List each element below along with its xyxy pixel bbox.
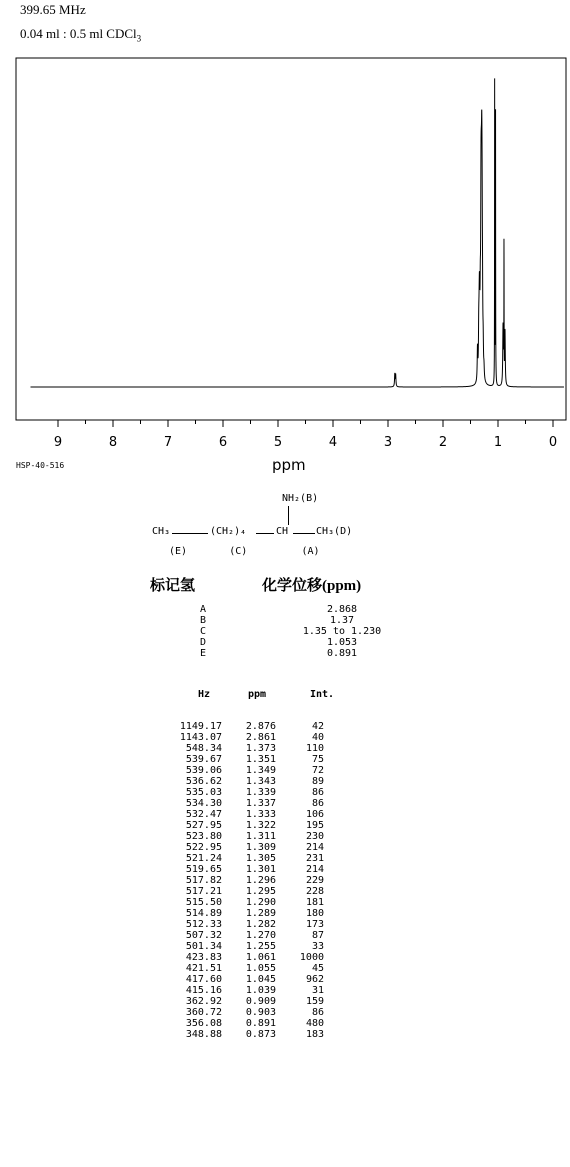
x-tick-label: 0 bbox=[548, 435, 558, 450]
assignment-row bbox=[196, 637, 402, 648]
peak-ppm: 1.339 bbox=[245, 787, 276, 798]
peak-ppm: 0.903 bbox=[245, 1007, 276, 1018]
x-tick-label: 5 bbox=[273, 435, 283, 450]
peak-ppm: 1.289 bbox=[245, 908, 276, 919]
hz-header: Hz bbox=[198, 689, 211, 700]
peak-int: 31 bbox=[311, 985, 324, 996]
peak-hz: 527.95 bbox=[185, 820, 222, 831]
peak-hz: 348.88 bbox=[185, 1029, 222, 1040]
peak-int: 229 bbox=[305, 875, 324, 886]
x-tick-label: 2 bbox=[438, 435, 448, 450]
table-row bbox=[170, 831, 324, 842]
peak-hz: 517.21 bbox=[185, 886, 222, 897]
structure-bond-3 bbox=[293, 533, 315, 534]
peak-hz: 517.82 bbox=[185, 875, 222, 886]
peak-hz: 521.24 bbox=[185, 853, 222, 864]
table-row bbox=[170, 985, 324, 996]
table-row bbox=[170, 864, 324, 875]
sample-subscript: 3 bbox=[136, 33, 142, 44]
x-axis-tick-labels bbox=[54, 435, 557, 450]
structure-ch3-d: CH₃(D) bbox=[316, 526, 353, 537]
table-row bbox=[170, 787, 324, 798]
peak-ppm: 1.351 bbox=[245, 754, 276, 765]
table-row bbox=[170, 798, 324, 809]
peak-hz: 362.92 bbox=[185, 996, 222, 1007]
peak-ppm: 2.861 bbox=[245, 732, 276, 743]
structure-nh2: NH₂(B) bbox=[282, 493, 319, 504]
peak-hz: 532.47 bbox=[185, 809, 222, 820]
peak-hz: 548.34 bbox=[185, 743, 222, 754]
x-tick-label: 4 bbox=[328, 435, 338, 450]
table-row bbox=[170, 952, 324, 963]
table-row bbox=[170, 820, 324, 831]
peak-int: 181 bbox=[305, 897, 324, 908]
peak-ppm: 1.337 bbox=[245, 798, 276, 809]
peak-list-table bbox=[170, 721, 324, 1040]
peak-int: 42 bbox=[311, 721, 324, 732]
peak-ppm: 1.311 bbox=[245, 831, 276, 842]
peak-int: 159 bbox=[305, 996, 324, 1007]
peak-hz: 515.50 bbox=[185, 897, 222, 908]
peak-int: 33 bbox=[311, 941, 324, 952]
peak-hz: 519.65 bbox=[185, 864, 222, 875]
peak-int: 962 bbox=[305, 974, 324, 985]
x-tick-label: 3 bbox=[383, 435, 393, 450]
table-row bbox=[170, 908, 324, 919]
peak-int: 106 bbox=[305, 809, 324, 820]
peak-ppm: 0.891 bbox=[245, 1018, 276, 1029]
peak-ppm: 1.295 bbox=[245, 886, 276, 897]
assignment-row bbox=[196, 626, 402, 637]
spectrometer-frequency: 399.65 MHz bbox=[20, 2, 86, 17]
assignment-label: D bbox=[200, 637, 207, 648]
nmr-spectrum-chart bbox=[0, 0, 570, 460]
peak-ppm: 1.290 bbox=[245, 897, 276, 908]
table-row bbox=[170, 809, 324, 820]
peak-ppm: 1.045 bbox=[245, 974, 276, 985]
peak-int: 110 bbox=[305, 743, 324, 754]
peak-hz: 534.30 bbox=[185, 798, 222, 809]
peak-hz: 539.67 bbox=[185, 754, 222, 765]
structure-ch-a: CH bbox=[276, 526, 289, 537]
peak-int: 183 bbox=[305, 1029, 324, 1040]
peak-ppm: 0.873 bbox=[245, 1029, 276, 1040]
peak-hz: 512.33 bbox=[185, 919, 222, 930]
structure-ch3-e: CH₃ bbox=[152, 526, 171, 537]
assignment-label: C bbox=[200, 626, 207, 637]
x-axis-label: ppm bbox=[272, 456, 306, 474]
peak-hz: 1143.07 bbox=[179, 732, 222, 743]
peak-ppm: 1.039 bbox=[245, 985, 276, 996]
peak-hz: 523.80 bbox=[185, 831, 222, 842]
peak-ppm: 1.296 bbox=[245, 875, 276, 886]
peak-ppm: 1.373 bbox=[245, 743, 276, 754]
peak-int: 40 bbox=[311, 732, 324, 743]
structure-group-labels: (E) (C) (A) bbox=[169, 546, 320, 557]
peak-int: 1000 bbox=[299, 952, 324, 963]
sample-prefix: 0.04 ml : 0.5 ml CDCl bbox=[20, 26, 137, 41]
peak-ppm: 1.301 bbox=[245, 864, 276, 875]
peak-int: 72 bbox=[311, 765, 324, 776]
int-header: Int. bbox=[310, 689, 335, 700]
peak-hz: 514.89 bbox=[185, 908, 222, 919]
peak-int: 75 bbox=[311, 754, 324, 765]
table-row bbox=[170, 1007, 324, 1018]
peak-ppm: 1.255 bbox=[245, 941, 276, 952]
peak-hz: 415.16 bbox=[185, 985, 222, 996]
peak-int: 195 bbox=[305, 820, 324, 831]
peak-int: 230 bbox=[305, 831, 324, 842]
peak-int: 45 bbox=[311, 963, 324, 974]
table-row bbox=[170, 941, 324, 952]
assign-shift-header: 化学位移(ppm) bbox=[262, 578, 362, 594]
structure-bond-vertical bbox=[288, 506, 289, 525]
assignment-shift: 1.37 bbox=[329, 615, 355, 626]
peak-ppm: 0.909 bbox=[245, 996, 276, 1007]
assignment-label: A bbox=[200, 604, 207, 615]
assignment-label: E bbox=[200, 648, 207, 659]
peak-int: 173 bbox=[305, 919, 324, 930]
plot-frame bbox=[16, 58, 566, 420]
peak-ppm: 1.270 bbox=[245, 930, 276, 941]
peak-hz: 423.83 bbox=[185, 952, 222, 963]
peak-hz: 522.95 bbox=[185, 842, 222, 853]
peak-hz: 417.60 bbox=[185, 974, 222, 985]
peak-ppm: 1.333 bbox=[245, 809, 276, 820]
structure-bond-1 bbox=[172, 533, 208, 534]
peak-ppm: 1.343 bbox=[245, 776, 276, 787]
catalog-id: HSP-40-516 bbox=[16, 461, 65, 470]
ppm-header: ppm bbox=[248, 689, 267, 700]
x-tick-label: 9 bbox=[53, 435, 63, 450]
table-row bbox=[170, 743, 324, 754]
peak-hz: 507.32 bbox=[185, 930, 222, 941]
table-row bbox=[170, 776, 324, 787]
peak-hz: 535.03 bbox=[185, 787, 222, 798]
peak-ppm: 1.309 bbox=[245, 842, 276, 853]
peak-hz: 1149.17 bbox=[179, 721, 222, 732]
x-tick-label: 7 bbox=[163, 435, 173, 450]
x-tick-label: 1 bbox=[493, 435, 503, 450]
structure-bond-2 bbox=[256, 533, 274, 534]
x-axis-ticks bbox=[58, 420, 553, 427]
peak-ppm: 1.282 bbox=[245, 919, 276, 930]
peak-int: 231 bbox=[305, 853, 324, 864]
assignment-shift: 1.35 to 1.230 bbox=[302, 626, 382, 637]
peak-int: 89 bbox=[311, 776, 324, 787]
table-row bbox=[170, 754, 324, 765]
table-row bbox=[170, 996, 324, 1007]
peak-int: 180 bbox=[305, 908, 324, 919]
assignment-table bbox=[196, 604, 402, 659]
table-row bbox=[170, 732, 324, 743]
peak-int: 86 bbox=[311, 1007, 324, 1018]
peak-int: 214 bbox=[305, 864, 324, 875]
table-row bbox=[170, 1018, 324, 1029]
peak-hz: 421.51 bbox=[185, 963, 222, 974]
table-row bbox=[170, 721, 324, 732]
peak-hz: 356.08 bbox=[185, 1018, 222, 1029]
peak-ppm: 2.876 bbox=[245, 721, 276, 732]
table-row bbox=[170, 886, 324, 897]
x-tick-label: 6 bbox=[218, 435, 228, 450]
peak-ppm: 1.305 bbox=[245, 853, 276, 864]
peak-int: 87 bbox=[311, 930, 324, 941]
peak-hz: 501.34 bbox=[185, 941, 222, 952]
table-row bbox=[170, 875, 324, 886]
peak-hz: 536.62 bbox=[185, 776, 222, 787]
peak-int: 86 bbox=[311, 787, 324, 798]
peak-hz: 360.72 bbox=[185, 1007, 222, 1018]
spectrum-trace bbox=[31, 78, 564, 387]
peak-int: 228 bbox=[305, 886, 324, 897]
assignment-row bbox=[196, 648, 402, 659]
peak-int: 214 bbox=[305, 842, 324, 853]
peak-ppm: 1.349 bbox=[245, 765, 276, 776]
assign-label-header: 标记氢 bbox=[150, 578, 196, 594]
peak-hz: 539.06 bbox=[185, 765, 222, 776]
peak-ppm: 1.061 bbox=[245, 952, 276, 963]
assignment-shift: 1.053 bbox=[326, 637, 358, 648]
table-row bbox=[170, 930, 324, 941]
x-tick-label: 8 bbox=[108, 435, 118, 450]
assignment-row bbox=[196, 604, 402, 615]
structure-ch2-c: (CH₂)₄ bbox=[210, 526, 247, 537]
table-row bbox=[170, 919, 324, 930]
peak-ppm: 1.322 bbox=[245, 820, 276, 831]
table-row bbox=[170, 1029, 324, 1040]
assignment-shift: 0.891 bbox=[326, 648, 358, 659]
assignment-label: B bbox=[200, 615, 207, 626]
table-row bbox=[170, 853, 324, 864]
peak-ppm: 1.055 bbox=[245, 963, 276, 974]
table-row bbox=[170, 765, 324, 776]
table-row bbox=[170, 897, 324, 908]
assignment-row bbox=[196, 615, 402, 626]
assignment-shift: 2.868 bbox=[326, 604, 358, 615]
table-row bbox=[170, 842, 324, 853]
peak-int: 480 bbox=[305, 1018, 324, 1029]
table-row bbox=[170, 974, 324, 985]
peak-int: 86 bbox=[311, 798, 324, 809]
table-row bbox=[170, 963, 324, 974]
